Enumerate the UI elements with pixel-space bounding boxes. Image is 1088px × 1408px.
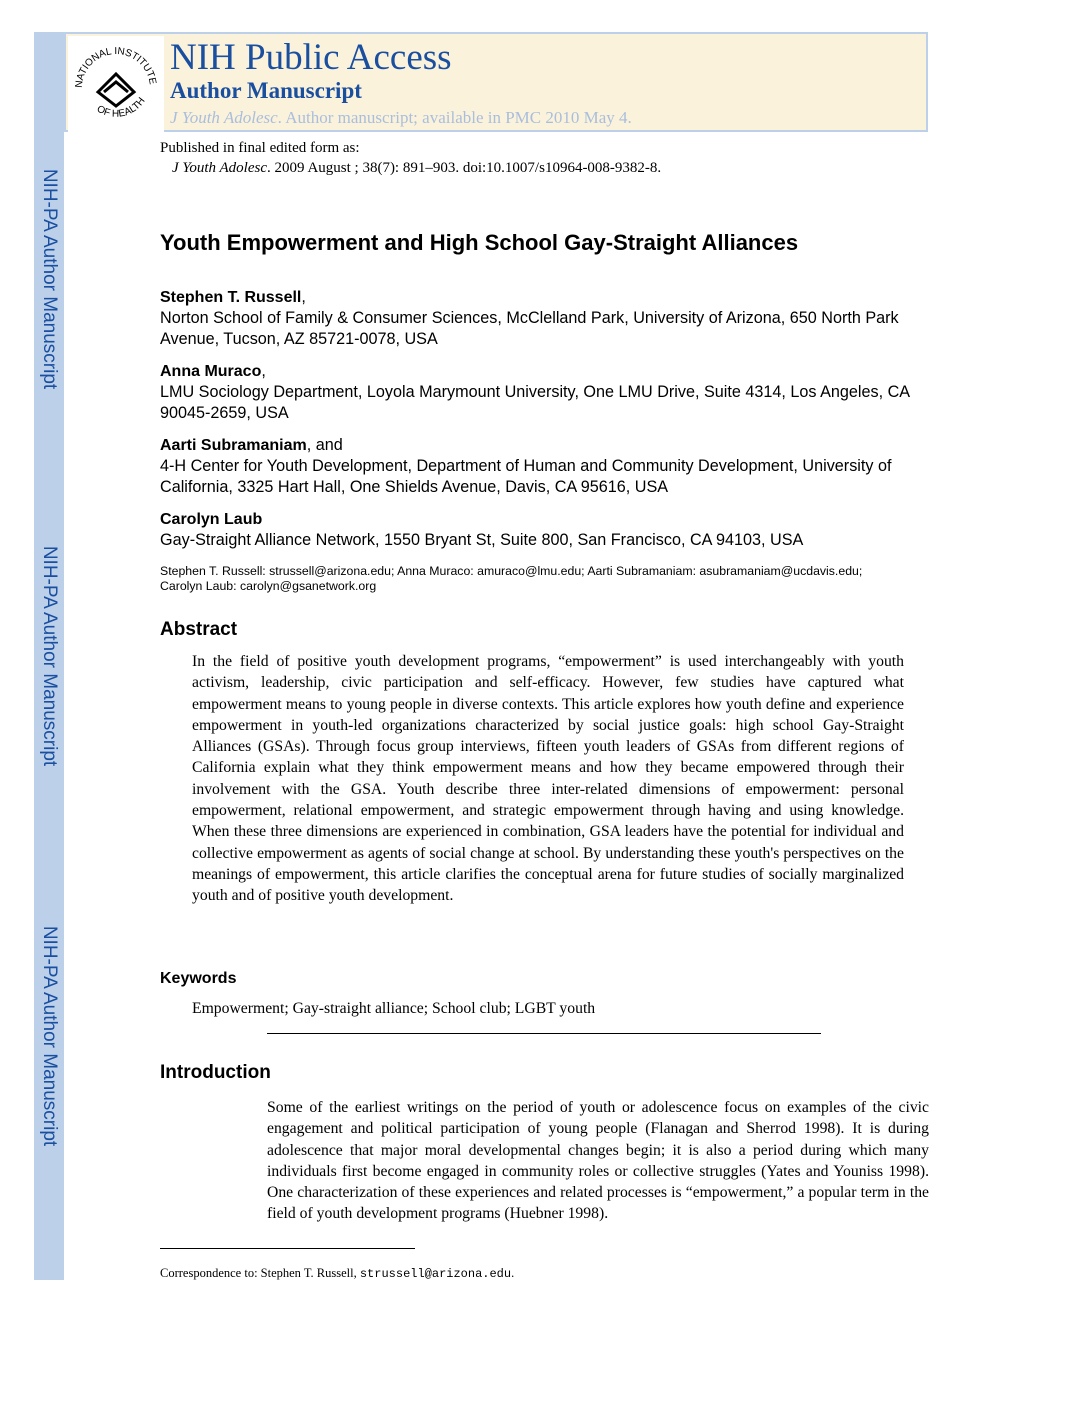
author-block bbox=[160, 361, 940, 424]
author-affiliation: LMU Sociology Department, Loyola Marymount University, One LMU Drive, Suite 4314, Los Angeles, CA 90045-2659, USA bbox=[160, 383, 910, 422]
author-list bbox=[160, 287, 940, 562]
section-divider bbox=[267, 1033, 821, 1034]
journal-abbrev: J Youth Adolesc bbox=[170, 108, 278, 127]
keywords-heading: Keywords bbox=[160, 970, 237, 987]
availability-line bbox=[170, 108, 632, 128]
author-name: Aarti Subramaniam bbox=[160, 437, 307, 454]
author-name: Stephen T. Russell bbox=[160, 289, 302, 306]
sidebar-label-bottom: NIH-PA Author Manuscript bbox=[39, 925, 60, 1147]
author-block bbox=[160, 509, 940, 551]
author-suffix: , bbox=[301, 288, 306, 306]
article-title: Youth Empowerment and High School Gay-Straight Alliances bbox=[160, 230, 799, 255]
keywords-text: Empowerment; Gay-straight alliance; School club; LGBT youth bbox=[192, 1000, 596, 1017]
svg-text:NATIONAL INSTITUTES: NATIONAL INSTITUTE bbox=[73, 45, 158, 89]
author-suffix: , and bbox=[306, 436, 343, 454]
nih-header bbox=[64, 32, 928, 132]
introduction-text: Some of the earliest writings on the period of youth or adolescence focus on examples of the civic engagement and political participation of young people (Flanagan and Sherrod 1998). It is during adolescence that major moral developmental changes begin; it is also a period during which many individuals first become engaged in community roles or collective struggles (Yates and Youniss 1998). One characterization of these experiences and related processes is “empowerment,” a popular term in the field of youth development programs (Huebner 1998). bbox=[267, 1099, 929, 1223]
sidebar-label-middle: NIH-PA Author Manuscript bbox=[39, 545, 60, 767]
author-affiliation: Norton School of Family & Consumer Sciences, McClelland Park, University of Arizona, 650 North Park Avenue, Tucson, AZ 85721-0078, USA bbox=[160, 309, 899, 348]
author-emails: Stephen T. Russell: strussell@arizona.edu; Anna Muraco: amuraco@lmu.edu; Aarti Subramaniam: asubramaniam@ucdavis.edu; Carolyn Laub: carolyn@gsanetwork.org bbox=[160, 564, 863, 593]
author-block bbox=[160, 435, 940, 498]
author-manuscript-subtitle: Author Manuscript bbox=[170, 78, 362, 103]
correspondence-footnote bbox=[160, 1266, 514, 1281]
sidebar-label-top: NIH-PA Author Manuscript bbox=[39, 168, 60, 390]
author-name: Carolyn Laub bbox=[160, 511, 263, 528]
author-name: Anna Muraco bbox=[160, 363, 262, 380]
author-affiliation: Gay-Straight Alliance Network, 1550 Bryant St, Suite 800, San Francisco, CA 94103, USA bbox=[160, 531, 804, 549]
published-label: Published in final edited form as: bbox=[160, 140, 360, 156]
author-affiliation: 4-H Center for Youth Development, Department of Human and Community Development, University of California, 3325 Hart Hall, One Shields Avenue, Davis, CA 95616, USA bbox=[160, 457, 892, 496]
nih-logo bbox=[68, 36, 164, 132]
author-suffix: , bbox=[261, 362, 266, 380]
citation-journal: J Youth Adolesc bbox=[172, 160, 268, 176]
citation-text: . 2009 August ; 38(7): 891–903. doi:10.1007/s10964-008-9382-8. bbox=[267, 160, 662, 176]
publication-info bbox=[160, 138, 661, 178]
citation-line bbox=[160, 158, 661, 178]
availability-text: . Author manuscript; available in PMC 2010 May 4. bbox=[277, 108, 632, 127]
introduction-heading: Introduction bbox=[160, 1062, 271, 1083]
footnote-divider bbox=[160, 1248, 415, 1249]
author-block bbox=[160, 287, 940, 350]
footnote-end: . bbox=[511, 1266, 515, 1280]
footnote-email: strussell@arizona.edu bbox=[359, 1267, 512, 1281]
abstract-heading: Abstract bbox=[160, 619, 238, 640]
footnote-text: Correspondence to: Stephen T. Russell, bbox=[160, 1266, 360, 1280]
svg-text:OF HEALTH: OF HEALTH bbox=[94, 95, 148, 120]
nih-public-access-title: NIH Public Access bbox=[170, 37, 452, 78]
abstract-text: In the field of positive youth development programs, “empowerment” is used interchangeably with youth activism, leadership, civic participation and self-efficacy. However, few studies have captured what empowerment means to young people in diverse contexts. This article explores how youth define and experience empowerment in youth-led organizations characterized by social justice goals: high school Gay-Straight Alliances (GSAs). Through focus group interviews, fifteen youth leaders of GSAs from different regions of California explain what they think empowerment means and how they became empowered through their involvement with the GSA. Youth describe three inter-related dimensions of empowerment: personal empowerment, relational empowerment, and strategic empowerment through having and using knowledge. When these three dimensions are experienced in combination, GSA leaders have the potential for individual and collective empowerment as agents of social change at school. By understanding these youth's perspectives on the meanings of empowerment, this article clarifies the conceptual arena for future studies of socially marginalized youth and of positive youth development. bbox=[192, 653, 904, 905]
